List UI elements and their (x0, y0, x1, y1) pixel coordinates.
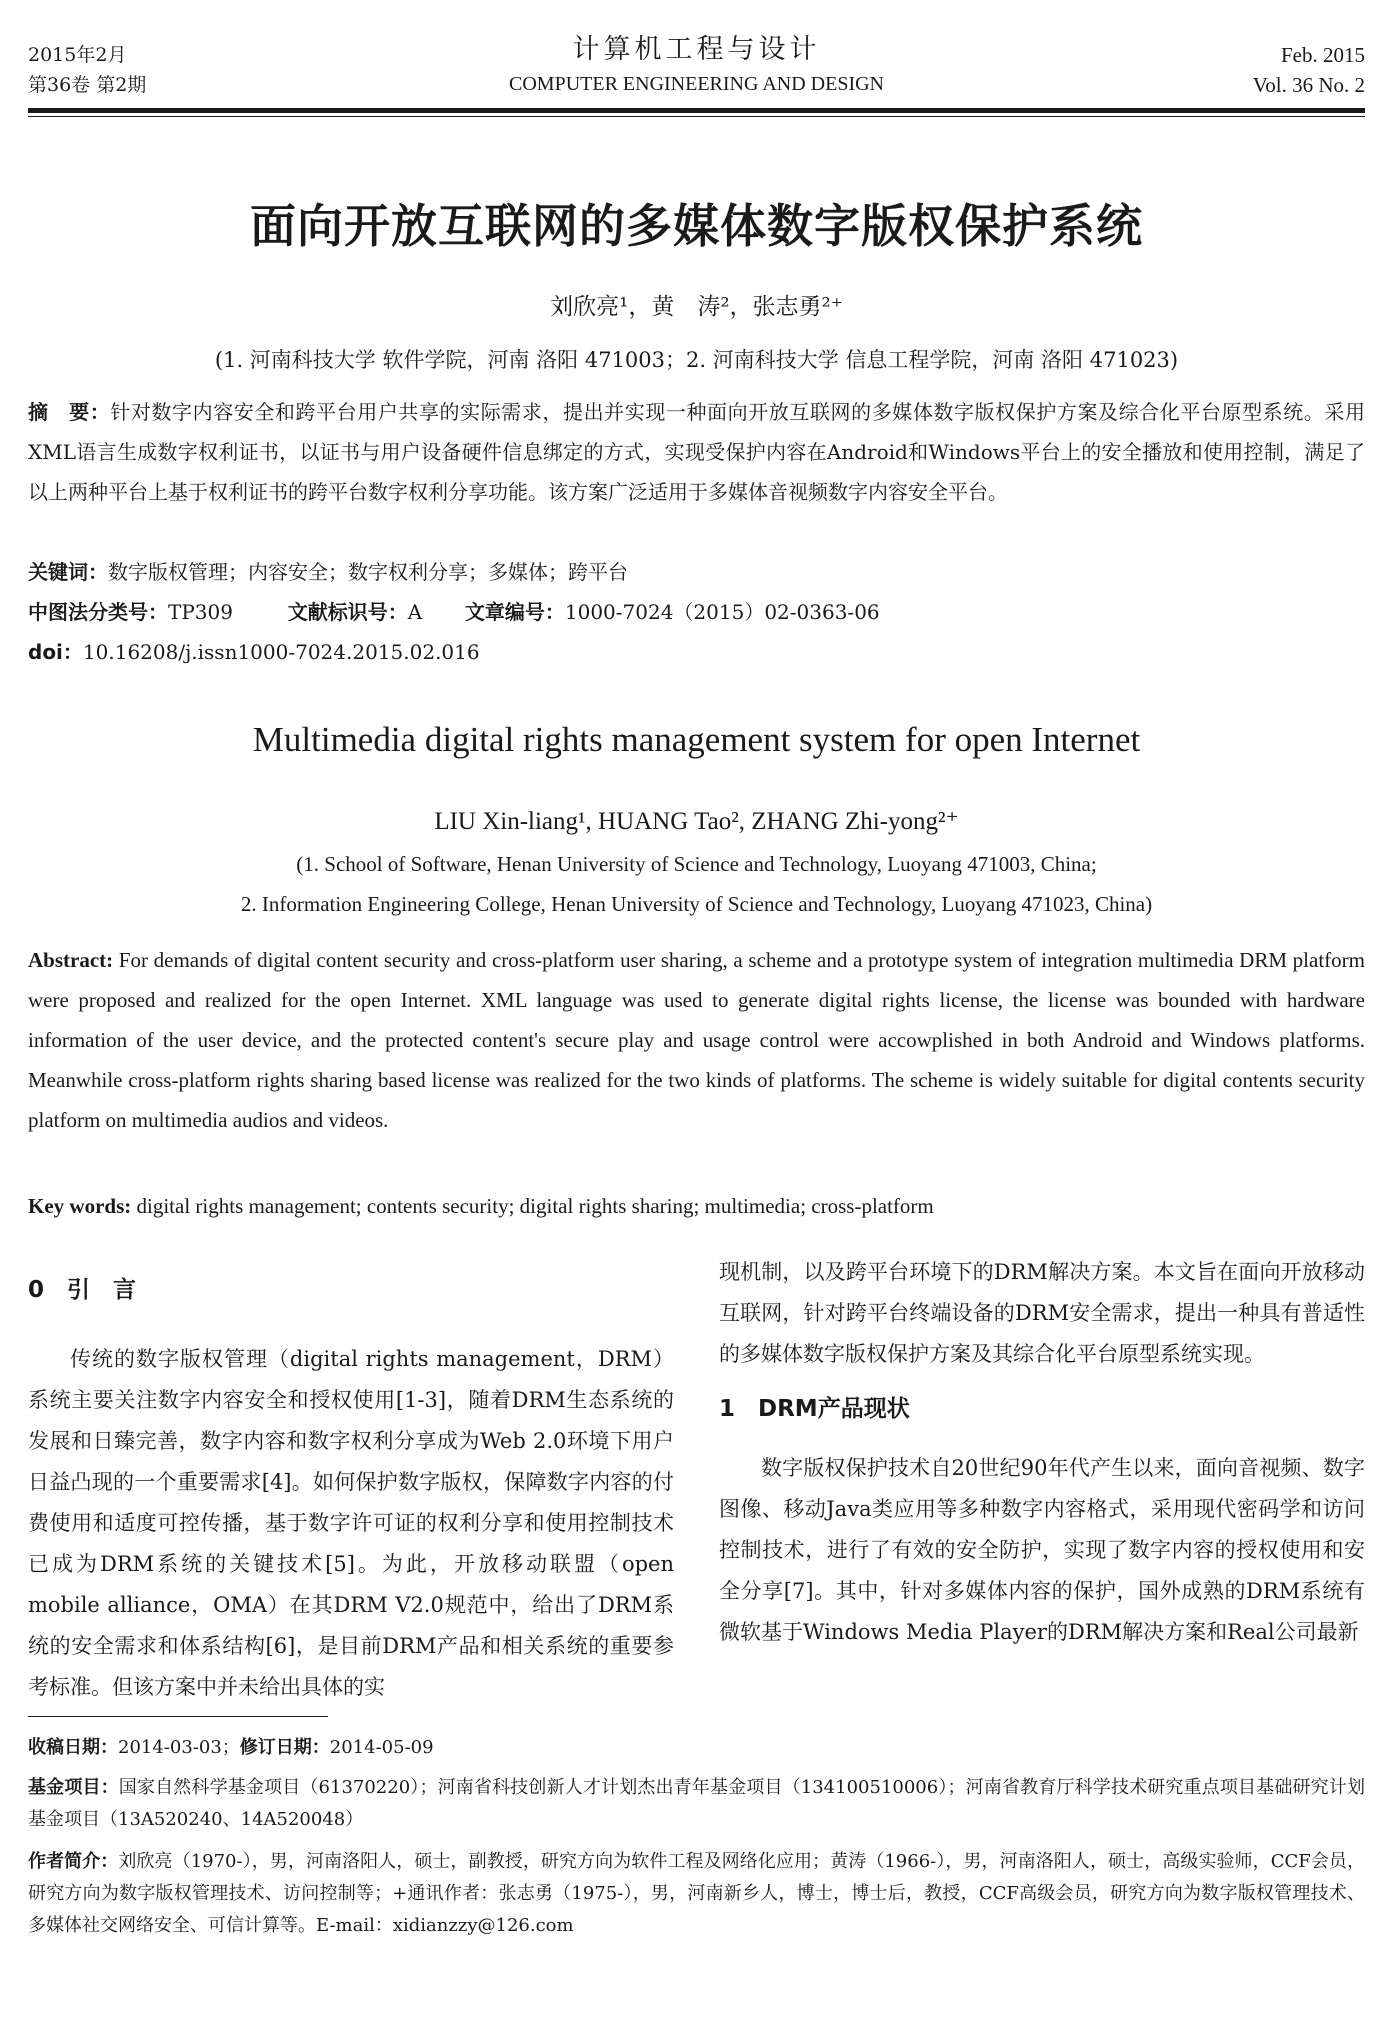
paper-title-en: Multimedia digital rights management system for open Internet (252, 720, 1141, 759)
authors-en: LIU Xin-liang¹, HUANG Tao², ZHANG Zhi-yong²⁺ (434, 808, 959, 835)
section-0-paragraph: 传统的数字版权管理（digital rights management，DRM）系统主要关注数字内容安全和授权使用[1-3]，随着DRM生态系统的发展和日臻完善，数字内容和数字权利分享成为Web 2.0环境下用户日益凸现的一个重要需求[4]。如何保护数字版权，保障数字内容的付费使用和适度可控传播，基于数字许可证的权利分享和使用控制技术已成为DRM系统的关键技术[5]。为此，开放移动联盟（open mobile alliance，OMA）在其DRM V2.0规范中，给出了DRM系统的安全需求和体系结构[6]，是目前DRM产品和相关系统的重要参考标准。但该方案中并未给出具体的实 (28, 1347, 674, 1699)
journal-name-en: COMPUTER ENGINEERING AND DESIGN (509, 73, 884, 95)
authors-cn: 刘欣亮¹，黄 涛²，张志勇²⁺ (550, 294, 843, 320)
continued-paragraph: 现机制，以及跨平台环境下的DRM解决方案。本文旨在面向开放移动互联网，针对跨平台终端设备的DRM安全需求，提出一种具有普适性的多媒体数字版权保护方案及其综合化平台原型系统实现。 (719, 1260, 1365, 1366)
received-value: 2014-03-03； (118, 1737, 240, 1758)
clc-value: TP309 (168, 600, 233, 624)
footnote-fund (28, 1772, 1365, 1836)
keywords-en-label: Key words: (28, 1194, 132, 1218)
doi-value: 10.16208/j.issn1000-7024.2015.02.016 (82, 640, 480, 664)
issue-volume-cn: 第36卷 第2期 (28, 74, 147, 96)
bio-text: 刘欣亮（1970-），男，河南洛阳人，硕士，副教授，研究方向为软件工程及网络化应用；黄涛（1966-），男，河南洛阳人，硕士，高级实验师，CCF会员，研究方向为数字版权管理技术、访问控制等；+通讯作者：张志勇（1975-），男，河南新乡人，博士，博士后，教授，CCF高级会员，研究方向为数字版权管理技术、多媒体社交网络安全、可信计算等。E-mail：xidianzzy@126.com (28, 1851, 1366, 1936)
issue-date-en: Feb. 2015 (1281, 43, 1365, 67)
abstract-cn (28, 392, 1365, 512)
footnote-author-bio (28, 1846, 1365, 1942)
issue-date-cn: 2015年2月 (28, 44, 127, 66)
affiliation-en-2: 2. Information Engineering College, Henan University of Science and Technology, Luoyang 471023, China) (240, 892, 1153, 916)
section-0-heading: 0 引 言 (28, 1277, 137, 1303)
article-no-label: 文章编号： (464, 600, 565, 624)
section-1-paragraph: 数字版权保护技术自20世纪90年代产生以来，面向音视频、数字图像、移动Java类应用等多种数字内容格式，采用现代密码学和访问控制技术，进行了有效的安全防护，实现了数字内容的授权使用和安全分享[7]。其中，针对多媒体内容的保护，国外成熟的DRM系统有微软基于Windows Media Player的DRM解决方案和Real公司最新 (719, 1456, 1365, 1644)
keywords-cn (28, 556, 1365, 588)
fund-label: 基金项目： (28, 1777, 119, 1798)
abstract-en (28, 940, 1365, 1140)
fund-text: 国家自然科学基金项目（61370220）；河南省科技创新人才计划杰出青年基金项目（134100510006）；河南省教育厅科学技术研究重点项目基础研究计划基金项目（13A520240、14A520048） (28, 1777, 1365, 1830)
keywords-cn-label: 关键词： (28, 560, 108, 584)
body-column-right (719, 1252, 1365, 1653)
affiliation-cn: (1. 河南科技大学 软件学院，河南 洛阳 471003；2. 河南科技大学 信息工程学院，河南 洛阳 471023) (214, 348, 1179, 372)
doc-code-value: A (407, 600, 423, 624)
keywords-cn-text: 数字版权管理；内容安全；数字权利分享；多媒体；跨平台 (108, 560, 628, 584)
keywords-en-text: digital rights management; contents security; digital rights sharing; multimedia; cross-platform (136, 1194, 934, 1218)
revised-value: 2014-05-09 (329, 1737, 434, 1758)
abstract-cn-label: 摘 要： (28, 400, 111, 424)
journal-name-cn: 计算机工程与设计 (572, 34, 821, 65)
section-1-heading: 1 DRM产品现状 (719, 1396, 910, 1422)
revised-label: 修订日期： (239, 1737, 330, 1758)
doi-line (28, 636, 1365, 668)
bio-label: 作者简介： (28, 1851, 119, 1872)
classification-line (28, 596, 1365, 628)
received-label: 收稿日期： (28, 1737, 118, 1758)
masthead (28, 30, 1365, 108)
abstract-cn-text: 针对数字内容安全和跨平台用户共享的实际需求，提出并实现一种面向开放互联网的多媒体数字版权保护方案及综合化平台原型系统。采用XML语言生成数字权利证书，以证书与用户设备硬件信息绑定的方式，实现受保护内容在Android和Windows平台上的安全播放和使用控制，满足了以上两种平台上基于权利证书的跨平台数字权利分享功能。该方案广泛适用于多媒体音视频数字内容安全平台。 (28, 400, 1365, 504)
doi-label: doi： (28, 640, 83, 664)
doc-code-label: 文献标识号： (287, 600, 408, 624)
masthead-center (28, 30, 1365, 98)
paper-title-cn: 面向开放互联网的多媒体数字版权保护系统 (250, 199, 1143, 253)
footnote-dates (28, 1732, 1365, 1764)
abstract-en-label: Abstract: (28, 948, 114, 972)
clc-label: 中图法分类号： (28, 600, 168, 624)
keywords-en (28, 1186, 1365, 1226)
article-no-value: 1000-7024（2015）02-0363-06 (564, 600, 880, 624)
masthead-right (1253, 40, 1365, 100)
abstract-en-text: For demands of digital content security and cross-platform user sharing, a scheme and a prototype system of integration multimedia DRM platform were proposed and realized for the open Internet. XML language was used to generate digital rights license, the license was bounded with hardware information of the user device, and the protected content's secure play and usage control were accowplished in both Android and Windows platforms. Meanwhile cross-platform rights sharing based license was realized for the two kinds of platforms. The scheme is widely suitable for digital contents security platform on multimedia audios and videos. (28, 948, 1365, 1132)
masthead-rule-thin (28, 116, 1365, 117)
masthead-rule-thick (28, 108, 1365, 113)
issue-volume-en: Vol. 36 No. 2 (1252, 73, 1365, 97)
body-column-left (28, 1270, 674, 1708)
footnote-rule (28, 1716, 328, 1717)
affiliation-en-1: (1. School of Software, Henan University of Science and Technology, Luoyang 471003, China; (296, 852, 1097, 876)
